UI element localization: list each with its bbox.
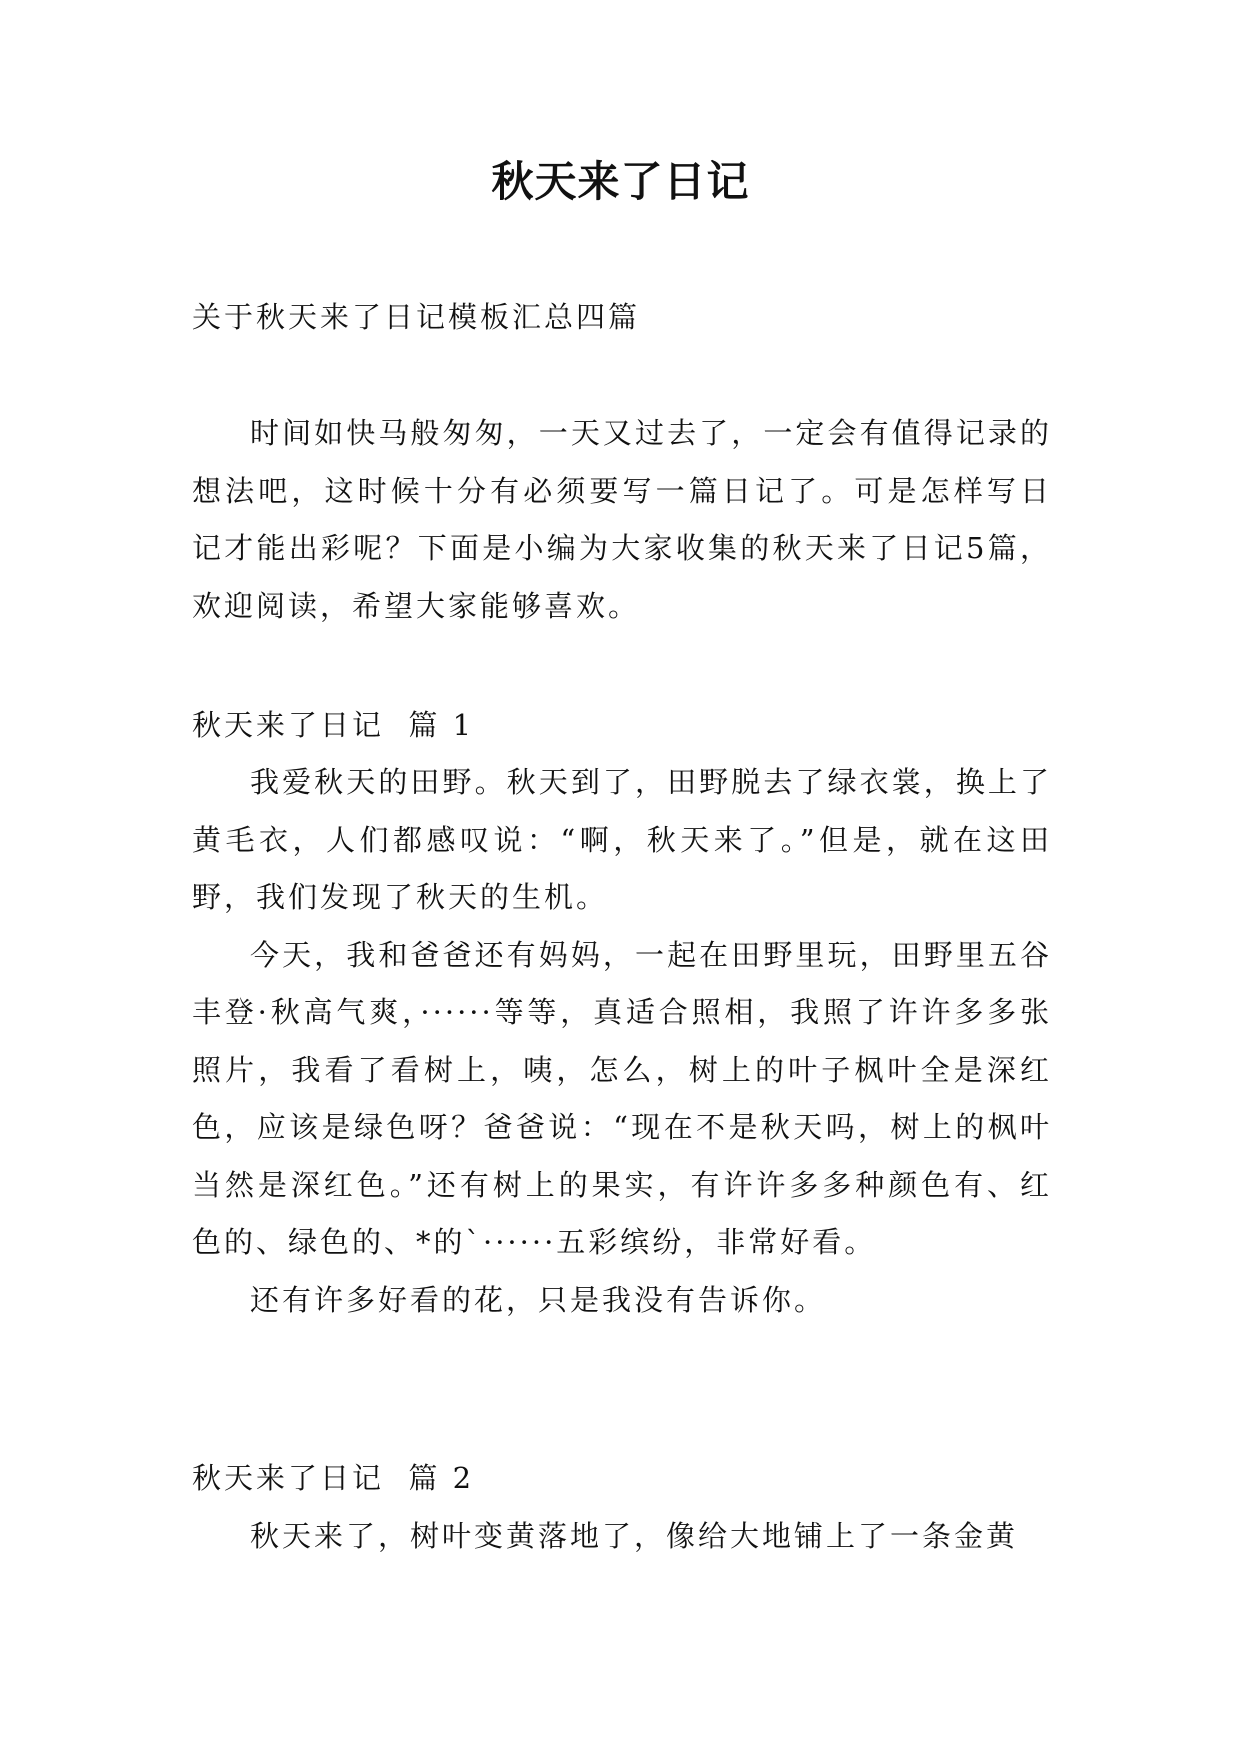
document-title: 秋天来了日记 xyxy=(491,157,750,206)
intro-section xyxy=(192,405,1052,635)
section-1-paragraph-2: 今天，我和爸爸还有妈妈，一起在田野里玩，田野里五谷丰登·秋高气爽，······等等，真适合照相，我照了许许多多张照片，我看了看树上，咦，怎么，树上的叶子枫叶全是深红色，应该是绿色呀？爸爸说：“现在不是秋天吗，树上的枫叶当然是深红色。”还有树上的果实，有许许多多种颜色有、红色的、绿色的、*的`······五彩缤纷，非常好看。 xyxy=(192,937,1052,1259)
section-1-paragraph-1: 我爱秋天的田野。秋天到了，田野脱去了绿衣裳，换上了黄毛衣，人们都感叹说：“啊，秋天来了。”但是，就在这田野，我们发现了秋天的生机。 xyxy=(192,765,1052,914)
intro-paragraph: 时间如快马般匆匆，一天又过去了，一定会有值得记录的想法吧，这时候十分有必须要写一篇日记了。可是怎样写日记才能出彩呢？下面是小编为大家收集的秋天来了日记5篇，欢迎阅读，希望大家能够喜欢。 xyxy=(192,416,1052,623)
section-2-paragraph-1: 秋天来了，树叶变黄落地了，像给大地铺上了一条金黄 xyxy=(250,1519,1019,1553)
section-heading-2: 秋天来了日记 篇 2 xyxy=(192,1461,475,1495)
section-body-1 xyxy=(192,754,1052,1329)
section-heading-1: 秋天来了日记 篇 1 xyxy=(192,708,475,742)
document-subtitle: 关于秋天来了日记模板汇总四篇 xyxy=(192,300,641,334)
section-1-paragraph-3: 还有许多好看的花，只是我没有告诉你。 xyxy=(250,1282,827,1317)
section-body-2 xyxy=(192,1508,1052,1566)
